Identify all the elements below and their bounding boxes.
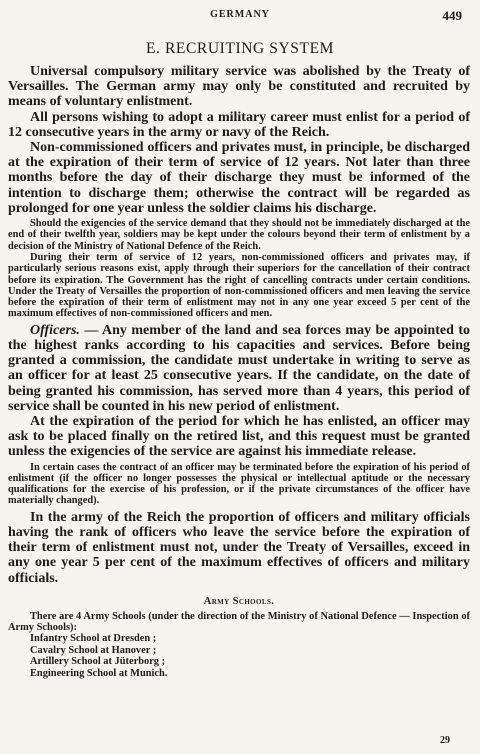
running-title: GERMANY xyxy=(210,9,270,20)
officers-text: — Any member of the land and sea forces may be appointed to the highest ranks according to his capacities and services. Before being granted a commission, the candidate must undertake in writing to serve as an officer for at least 25 consecutive years. If the candidate, on the date of being granted his commission, has served more than 4 years, this period of service shall be counted in his new period of enlistment. xyxy=(8,322,470,414)
list-item: Artillery School at Jüterborg ; xyxy=(30,656,166,668)
list-item: Infantry School at Dresden ; xyxy=(30,633,157,645)
army-schools-list xyxy=(8,633,470,679)
paragraph-officers xyxy=(8,323,470,414)
paragraph-officer-proportion: In the army of the Reich the proportion of officers and military officials having the rank of officers who leave the service before the expiration of their term of enlistment must not, under the Treaty of Versailles, exceed in any one year 5 per cent of the maximum effectives of officers and military officials. xyxy=(8,509,470,586)
list-item: Cavalry School at Hanover ; xyxy=(30,644,157,656)
signature-mark: 29 xyxy=(440,735,450,746)
paragraph-officer-termination: In certain cases the contract of an officer may be terminated before the expiration of his period of enlistment (if the officer no longer possesses the physical or intellectual aptitude or the necessary qualifications for the exercise of his profession, or if the private circumstances of the officer have materially changed). xyxy=(8,461,470,507)
section-heading: E. RECRUITING SYSTEM xyxy=(145,40,335,57)
paragraph-discharge: Non-commissioned officers and privates must, in principle, be discharged at the expiration of their term of service of 12 years. Not later than three months before the day of their discharge they must be informed of the intention to discharge them; otherwise the contract will be regarded as prolonged for one year unless the soldier claims his discharge. xyxy=(8,140,470,216)
army-schools-heading: Army Schools. xyxy=(203,595,275,607)
paragraph-exigencies: Should the exigencies of the service demand that they should not be immediately discharged at the end of their twelfth year, soldiers may be kept under the colours beyond their term of enlistment by a decision of the Ministry of National Defence of the Reich. xyxy=(8,218,470,252)
page-number: 449 xyxy=(442,8,462,23)
paragraph-retired-list: At the expiration of the period for which he has enlisted, an officer may ask to be placed finally on the retired list, and this request must be granted unless the exigencies of the service are against his immediate release. xyxy=(8,413,470,460)
officers-label: Officers. xyxy=(30,322,80,338)
list-item: Engineering School at Munich. xyxy=(30,667,168,679)
running-head xyxy=(0,9,480,23)
paragraph-enlistment-period: All persons wishing to adopt a military career must enlist for a period of 12 consecutive years in the army or navy of the Reich. xyxy=(8,109,470,140)
body-text xyxy=(8,64,470,679)
paragraph-cancellation: During their term of service of 12 years, non-commissioned officers and privates may, if particularly serious reasons exist, apply through their superiors for the cancellation of their contract before its expiration. The Government has the right of cancelling contracts under certain conditions. Under the Treaty of Versailles the proportion of non-commissioned officers and men leaving the service before the expiration of their term of enlistment may not in any one year exceed 5 per cent of the maximum effectives of non-commissioned officers and men. xyxy=(8,251,470,320)
paragraph-abolition: Universal compulsory military service was abolished by the Treaty of Versailles. The German army may only be constituted and recruited by means of voluntary enlistment. xyxy=(8,64,470,110)
army-schools-intro: There are 4 Army Schools (under the direction of the Ministry of National Defence — Inspection of Army Schools): xyxy=(8,610,470,634)
